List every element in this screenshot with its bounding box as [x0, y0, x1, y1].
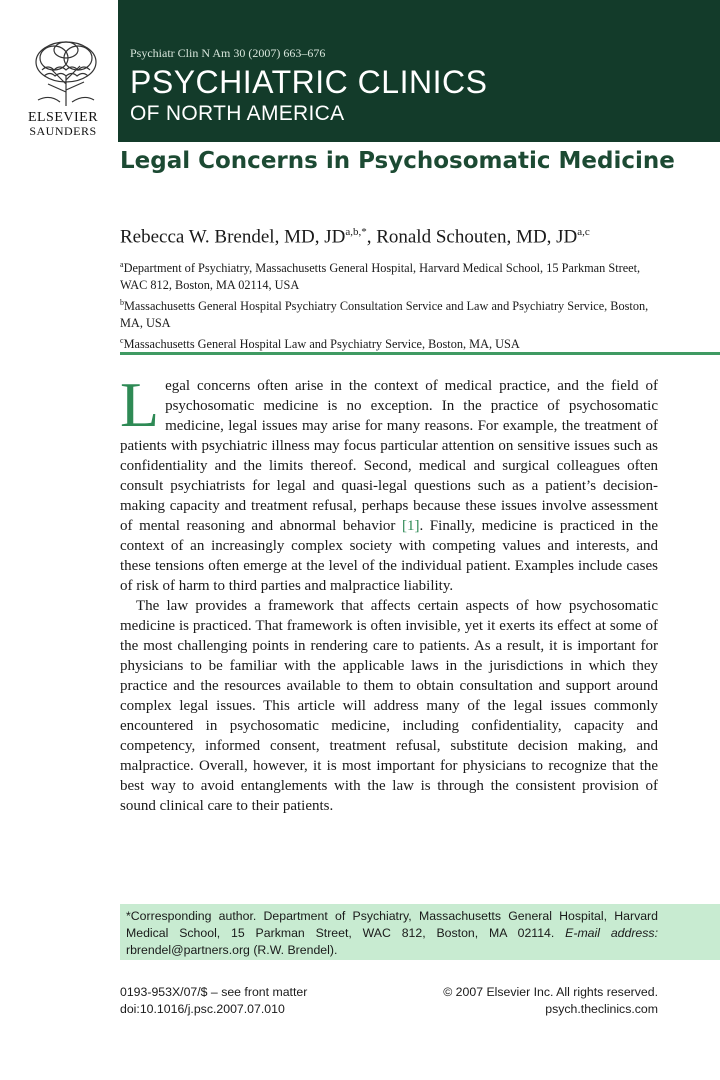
paragraph-text: . Finally, medicine is practiced in the context of an increasingly complex society with competing values and interests, and these tensions often emerge at the level of the individual patient. Examples include cases of risk of harm to third parties and malpractice liability. — [120, 518, 658, 594]
author-affiliation-marker: a,c — [577, 226, 590, 238]
author-affiliation-marker: a,b,* — [345, 226, 367, 238]
affiliation-item — [120, 256, 660, 294]
affiliation-marker: b — [120, 298, 124, 308]
article-body — [120, 369, 658, 816]
body-paragraph — [120, 369, 658, 596]
elsevier-tree-icon — [30, 40, 102, 108]
author-name: Ronald Schouten, MD, JD — [376, 226, 578, 248]
affiliation-text: Massachusetts General Hospital Law and Psychiatry Service, Boston, MA, USA — [123, 337, 520, 352]
author-separator: , — [366, 226, 377, 248]
journal-website[interactable]: psych.theclinics.com — [545, 1002, 658, 1016]
journal-subtitle: OF NORTH AMERICA — [130, 102, 345, 125]
affiliation-item — [120, 332, 660, 353]
email-label: E-mail address: — [565, 926, 658, 940]
publisher-imprint: SAUNDERS — [29, 124, 97, 138]
paragraph-text: egal concerns often arise in the context of medical practice, and the field of psychosomatic medicine is no exception. In the practice of psychosomatic medicine, legal issues may arise for many reasons. For example, the treatment of patients with psychiatric illness may focus particular attention on sensitive issues such as confidentiality and the limits thereof. Second, medical and surgical colleagues often consult psychiatrists for legal and quasi-legal questions such as a patient’s decision-making capacity and treatment refusal, perhaps because these issues involve assessment of mental reasoning and abnormal behavior — [120, 378, 658, 534]
issn-line: 0193-953X/07/$ – see front matter — [120, 985, 308, 999]
article-title: Legal Concerns in Psychosomatic Medicine — [120, 148, 675, 174]
affiliation-item — [120, 294, 660, 332]
footnote-text: *Corresponding author. Department of Psychiatry, Massachusetts General Hospital, Harvard Medical School, 15 Parkman Street, WAC 812, Boston, MA 02114. — [126, 909, 658, 940]
page-header — [0, 0, 720, 142]
affiliation-text: Massachusetts General Hospital Psychiatry Consultation Service and Law and Psychiatry Service, Boston, MA, USA — [120, 299, 649, 331]
journal-header-band — [118, 0, 720, 142]
affiliation-text: Department of Psychiatry, Massachusetts General Hospital, Harvard Medical School, 15 Parkman Street, WAC 812, Boston, MA 02114, USA — [120, 261, 641, 293]
publisher-logo — [0, 0, 116, 142]
author-name: Rebecca W. Brendel, MD, JD — [120, 226, 346, 248]
corresponding-author-footnote — [120, 904, 720, 960]
author-list — [120, 226, 700, 248]
doi-line[interactable]: doi:10.1016/j.psc.2007.07.010 — [120, 1002, 285, 1016]
body-paragraph: The law provides a framework that affects certain aspects of how psychosomatic medicine is practiced. That framework is often invisible, yet it exerts its effect at some of the most challenging points in rendering care to patients. As a result, it is important for physicians to be familiar with the applicable laws in the jurisdictions in which they practice and the resources available to them to obtain consultation and support around complex legal issues. This article will address many of the legal issues commonly encountered in psychosomatic medicine, including confidentiality, capacity and competency, informed consent, treatment refusal, substitute decision making, and malpractice. Overall, however, it is most important for physicians to recognize that the best way to avoid entanglements with the law is through the consistent provision of sound clinical care to their patients. — [120, 598, 658, 814]
email-address[interactable]: rbrendel@partners.org (R.W. Brendel). — [126, 943, 338, 957]
drop-cap: L — [120, 369, 160, 440]
affiliation-marker: c — [120, 336, 124, 346]
reference-link[interactable]: [1] — [401, 518, 420, 534]
page-footer — [120, 984, 658, 1018]
journal-citation: Psychiatr Clin N Am 30 (2007) 663–676 — [130, 46, 326, 60]
journal-name: PSYCHIATRIC CLINICS — [130, 64, 488, 100]
affiliation-marker: a — [120, 260, 124, 269]
section-divider — [120, 352, 720, 355]
affiliation-list — [120, 256, 660, 353]
copyright-line: © 2007 Elsevier Inc. All rights reserved. — [443, 985, 658, 999]
publisher-name: ELSEVIER — [27, 110, 99, 125]
